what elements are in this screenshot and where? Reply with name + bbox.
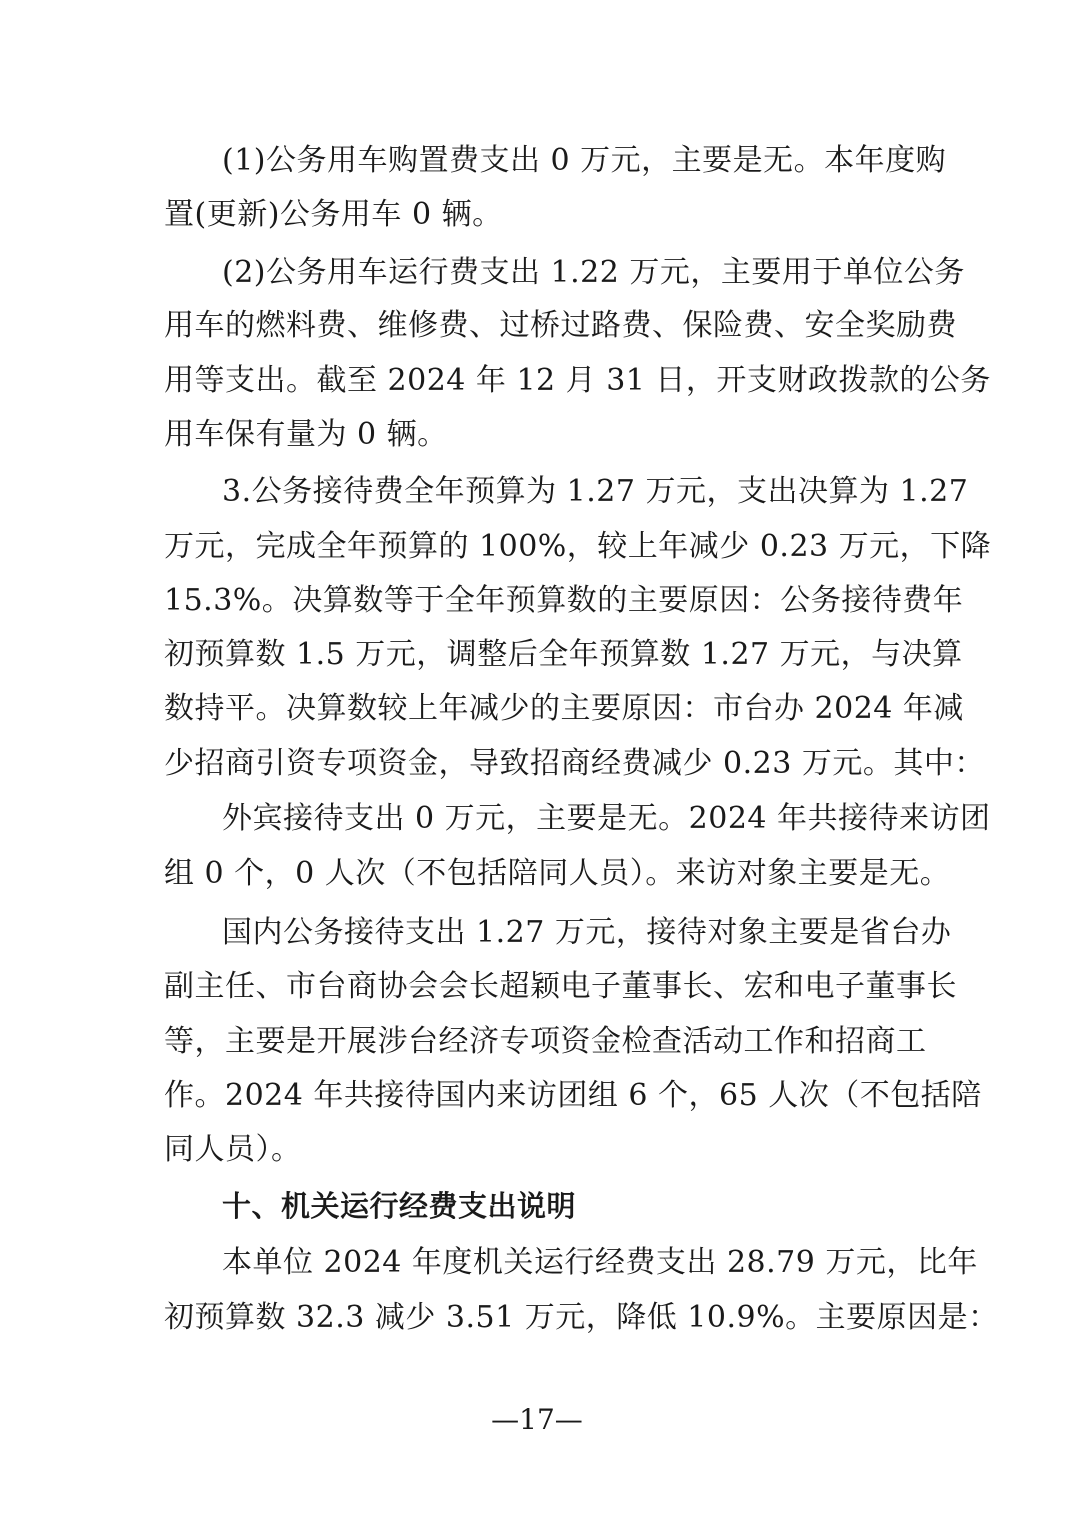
text-line-02: 置(更新)公务用车 0 辆。 bbox=[164, 197, 503, 232]
section-heading: 十、机关运行经费支出说明 bbox=[222, 1189, 577, 1223]
page-number: —17— bbox=[491, 1403, 583, 1436]
text-line-19: 同人员）。 bbox=[164, 1132, 302, 1167]
text-line-21: 初预算数 32.3 减少 3.51 万元，降低 10.9%。主要原因是： bbox=[164, 1300, 999, 1335]
text-line-18: 作。2024 年共接待国内来访团组 6 个，65 人次（不包括陪 bbox=[164, 1078, 982, 1113]
text-line-14: 组 0 个，0 人次（不包括陪同人员）。来访对象主要是无。 bbox=[164, 856, 951, 891]
text-line-17: 等，主要是开展涉台经济专项资金检查活动工作和招商工 bbox=[164, 1024, 927, 1059]
text-line-16: 副主任、市台商协会会长超颖电子董事长、宏和电子董事长 bbox=[164, 969, 957, 1004]
text-line-08: 万元，完成全年预算的 100%，较上年减少 0.23 万元，下降 bbox=[164, 529, 992, 564]
text-line-09: 15.3%。决算数等于全年预算数的主要原因：公务接待费年 bbox=[164, 583, 964, 618]
text-line-15: 国内公务接待支出 1.27 万元，接待对象主要是省台办 bbox=[222, 915, 952, 950]
text-line-01: (1)公务用车购置费支出 0 万元，主要是无。本年度购 bbox=[222, 143, 947, 178]
text-line-12: 少招商引资专项资金，导致招商经费减少 0.23 万元。其中： bbox=[164, 746, 985, 781]
text-line-03: (2)公务用车运行费支出 1.22 万元，主要用于单位公务 bbox=[222, 255, 965, 290]
text-line-05: 用等支出。截至 2024 年 12 月 31 日，开支财政拨款的公务 bbox=[164, 363, 991, 398]
text-line-07: 3.公务接待费全年预算为 1.27 万元，支出决算为 1.27 bbox=[222, 474, 969, 509]
text-line-20: 本单位 2024 年度机关运行经费支出 28.79 万元，比年 bbox=[222, 1245, 978, 1280]
text-line-04: 用车的燃料费、维修费、过桥过路费、保险费、安全奖励费 bbox=[164, 308, 957, 343]
text-line-11: 数持平。决算数较上年减少的主要原因：市台办 2024 年减 bbox=[164, 691, 964, 726]
text-line-06: 用车保有量为 0 辆。 bbox=[164, 417, 448, 452]
text-line-10: 初预算数 1.5 万元，调整后全年预算数 1.27 万元，与决算 bbox=[164, 637, 963, 672]
text-line-13: 外宾接待支出 0 万元，主要是无。2024 年共接待来访团 bbox=[222, 801, 991, 836]
